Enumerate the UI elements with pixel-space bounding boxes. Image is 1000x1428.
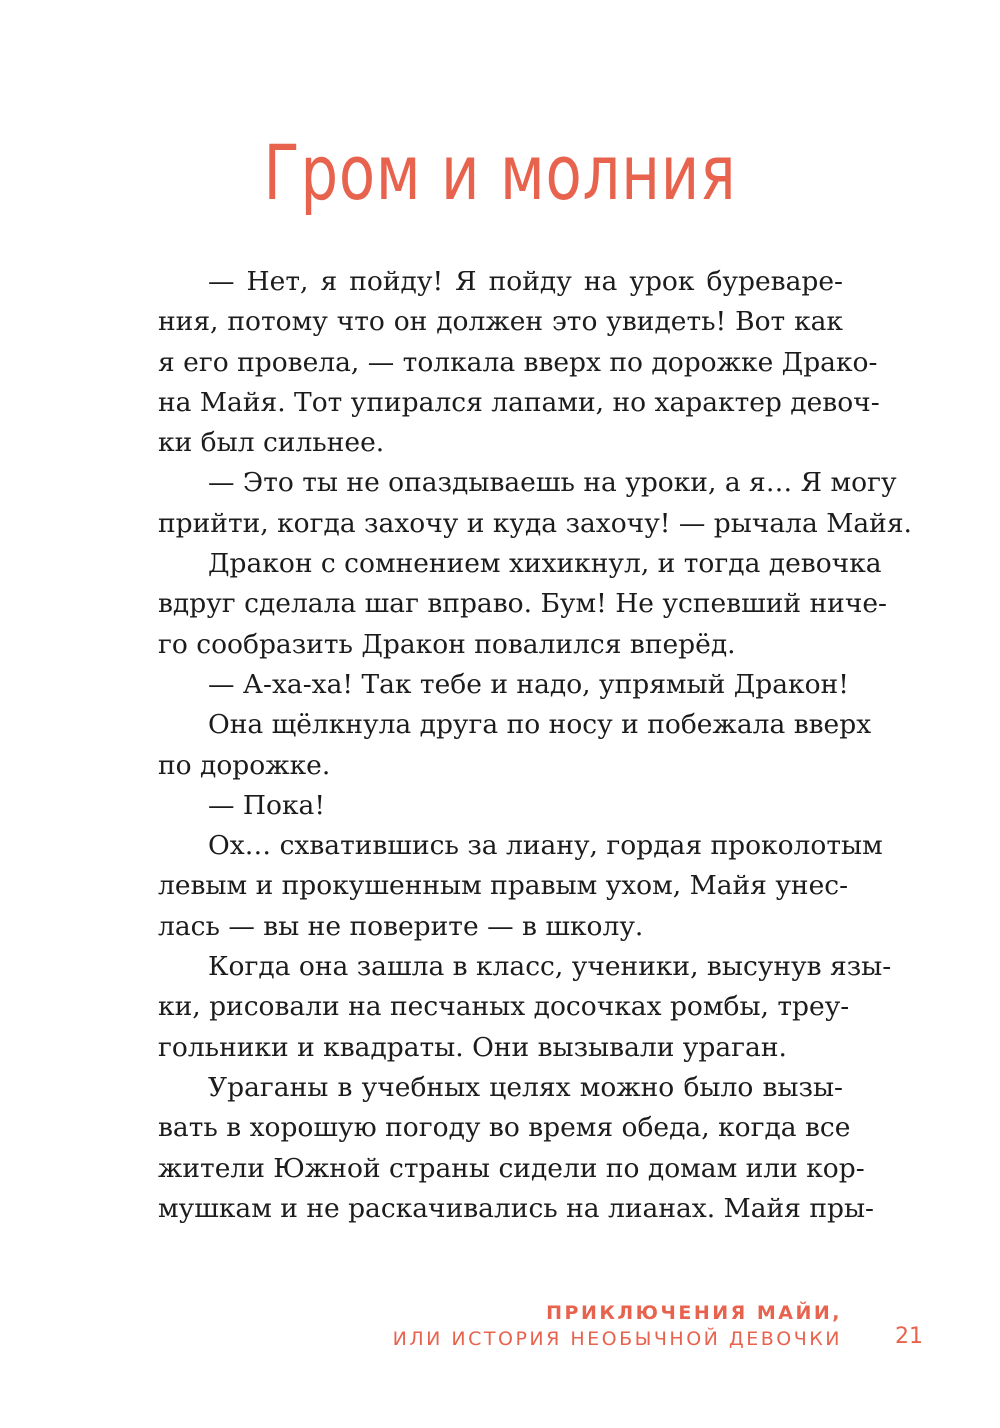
text-line: ки, рисовали на песчаных досочках ромбы, треу- (158, 991, 850, 1023)
body-text (158, 262, 912, 1229)
text-line: — А-ха-ха! Так тебе и надо, упрямый Дракон! (208, 668, 849, 700)
running-footer (393, 1300, 842, 1352)
page-number: 21 (895, 1324, 923, 1349)
book-title-line-1: ПРИКЛЮЧЕНИЯ МАЙИ, (546, 1302, 842, 1324)
text-line: Ох… схватившись за лиану, гордая проколотым (208, 830, 883, 862)
text-line: я его провела, — толкала вверх по дорожке Драко- (158, 346, 878, 378)
text-line: по дорожке. (158, 749, 331, 781)
text-line: на Майя. Тот упирался лапами, но характер девоч- (158, 386, 880, 418)
text-line: левым и прокушенным правым ухом, Майя унес- (158, 870, 849, 902)
text-line: вдруг сделала шаг вправо. Бум! Не успевший ниче- (158, 588, 887, 620)
paragraph (158, 463, 912, 544)
text-line: го сообразить Дракон повалился вперёд. (158, 628, 736, 660)
text-line: — Пока! (208, 789, 325, 821)
paragraph (158, 262, 880, 463)
text-line: — Нет, я пойду! Я пойду на урок буреваре- (208, 266, 843, 297)
text-line: прийти, когда захочу и куда захочу! — рычала Майя. (158, 507, 912, 539)
text-line: Когда она зашла в класс, ученики, высунув язы- (208, 951, 892, 983)
text-line: ки был сильнее. (158, 427, 385, 459)
text-line: лась — вы не поверите — в школу. (158, 910, 644, 942)
paragraph (158, 826, 883, 947)
text-line: Ураганы в учебных целях можно было вызы- (208, 1071, 843, 1103)
paragraph (158, 1068, 874, 1229)
text-line: гольники и квадраты. Они вызывали ураган. (158, 1031, 787, 1063)
paragraph (158, 705, 872, 786)
paragraph (158, 544, 887, 665)
text-line: Дракон с сомнением хихикнул, и тогда девочка (208, 548, 882, 580)
text-line: жители Южной страны сидели по домам или кор- (158, 1152, 865, 1184)
paragraph (158, 786, 843, 826)
text-line: Она щёлкнула друга по носу и побежала вверх (208, 709, 872, 741)
paragraph (158, 947, 892, 1068)
text-line: мушкам и не раскачивались на лианах. Майя пры- (158, 1192, 874, 1224)
text-line: ния, потому что он должен это увидеть! Вот как (158, 306, 843, 338)
text-line: вать в хорошую погоду во время обеда, когда все (158, 1112, 851, 1144)
text-line: — Это ты не опаздываешь на уроки, а я… Я могу (208, 467, 897, 499)
chapter-title: Гром и молния (263, 128, 737, 217)
book-title-line-2: ИЛИ ИСТОРИЯ НЕОБЫЧНОЙ ДЕВОЧКИ (392, 1328, 842, 1350)
paragraph (158, 665, 849, 705)
